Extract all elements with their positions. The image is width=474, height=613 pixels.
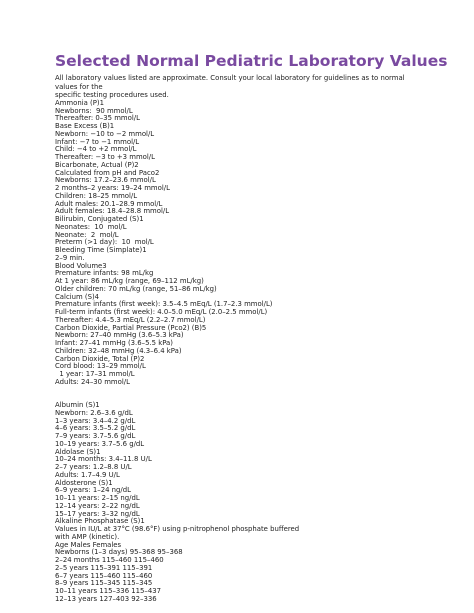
lab-value-line: 7–9 years: 3.7–5.6 g/dL bbox=[55, 432, 136, 441]
lab-value-line: Newborns: 17.2–23.6 mmol/L bbox=[55, 176, 156, 185]
lab-value-line: Child: −4 to +2 mmol/L bbox=[55, 145, 137, 154]
lab-value-line: 6–9 years: 1–24 ng/dL bbox=[55, 486, 131, 495]
lab-value-line: Full-term infants (first week): 4.0–5.0 mEq/L (2.0–2.5 mmol/L) bbox=[55, 308, 268, 317]
lab-value-line: Newborn: −10 to −2 mmol/L bbox=[55, 129, 155, 138]
lab-value-line: 6–7 years 115–460 115–460 bbox=[55, 571, 153, 580]
intro-line: All laboratory values listed are approximate. Consult your local laboratory for guidelines as to normal bbox=[55, 74, 405, 82]
lab-value-line: Adults: 24–30 mmol/L bbox=[55, 377, 130, 386]
lab-value-line: Cord blood: 13–29 mmol/L bbox=[55, 362, 146, 371]
lab-value-line: Carbon Dioxide, Total (P)2 bbox=[55, 354, 145, 363]
intro-paragraph bbox=[55, 74, 425, 100]
lab-value-line: Aldosterone (S)1 bbox=[55, 478, 113, 487]
lab-value-line: Older children: 70 mL/kg (range, 51–86 mL/kg) bbox=[55, 284, 217, 293]
lab-value-line: 2–5 years 115–391 115–391 bbox=[55, 563, 153, 572]
lab-value-line: Carbon Dioxide, Partial Pressure (Pco2) (B)5 bbox=[55, 323, 207, 332]
lab-value-line: Newborn: 27–40 mmHg (3.6–5.3 kPa) bbox=[55, 331, 184, 340]
lab-value-line: Alkaline Phosphatase (S)1 bbox=[55, 517, 145, 526]
lab-value-line: Children: 18–25 mmol/L bbox=[55, 191, 138, 200]
lab-value-line: Calcium (S)4 bbox=[55, 292, 100, 301]
lab-value-line: 15–17 years: 3–32 ng/dL bbox=[55, 509, 140, 518]
lab-values-section-1 bbox=[55, 100, 425, 387]
lab-value-line: Values in IU/L at 37°C (98.6°F) using p-nitrophenol phosphate buffered bbox=[55, 525, 300, 534]
lab-value-line: Neonates: 10 mol/L bbox=[55, 222, 127, 231]
lab-value-line: Thereafter: 4.4–5.3 mEq/L (2.2–2.7 mmol/L) bbox=[55, 315, 206, 324]
lab-value-line: Albumin (S)1 bbox=[55, 401, 100, 410]
lab-value-line: 8–9 years 115–345 115–345 bbox=[55, 579, 153, 588]
lab-value-line: Adult males: 20.1–28.9 mmol/L bbox=[55, 199, 163, 208]
lab-value-line: 2–7 years: 1.2–8.8 U/L bbox=[55, 463, 132, 472]
lab-value-line: Thereafter: −3 to +3 mmol/L bbox=[55, 153, 155, 162]
lab-value-line: Infant: 27–41 mmHg (3.6–5.5 kPa) bbox=[55, 339, 173, 348]
lab-value-line: 2 months–2 years: 19–24 mmol/L bbox=[55, 184, 170, 193]
lab-value-line: Newborns: 90 mmol/L bbox=[55, 106, 133, 115]
lab-value-line: Bilirubin, Conjugated (S)1 bbox=[55, 215, 144, 224]
lab-value-line: 2–9 min. bbox=[55, 253, 85, 262]
lab-value-line: Newborns (1–3 days) 95–368 95–368 bbox=[55, 548, 183, 557]
lab-value-line: Adult females: 18.4–28.8 mmol/L bbox=[55, 207, 170, 216]
section-spacer bbox=[55, 387, 425, 395]
lab-value-line: 12–13 years 127–403 92–336 bbox=[55, 594, 157, 603]
lab-value-line: Calculated from pH and Paco2 bbox=[55, 168, 160, 177]
lab-value-line: Premature infants (first week): 3.5–4.5 mEq/L (1.7–2.3 mmol/L) bbox=[55, 300, 273, 309]
lab-value-line: Children: 32–48 mmHg (4.3–6.4 kPa) bbox=[55, 346, 182, 355]
lab-value-line: Preterm (>1 day): 10 mol/L bbox=[55, 238, 154, 247]
intro-line: specific testing procedures used. bbox=[55, 91, 169, 100]
lab-value-line: 10–24 months: 3.4–11.8 U/L bbox=[55, 455, 152, 464]
lab-value-line: Ammonia (P)1 bbox=[55, 98, 104, 107]
lab-value-line: Adults: 1.7–4.9 U/L bbox=[55, 470, 120, 479]
lab-value-line: 10–11 years 115–336 115–437 bbox=[55, 587, 162, 596]
lab-value-line: Thereafter: 0–35 mmol/L bbox=[55, 114, 140, 123]
lab-value-line: Age Males Females bbox=[55, 540, 122, 549]
lab-value-line: Bleeding Time (Simplate)1 bbox=[55, 246, 147, 255]
lab-value-line: Neonate: 2 mol/L bbox=[55, 230, 119, 239]
lab-value-line: 2–24 months 115–460 115–460 bbox=[55, 556, 164, 565]
lab-value-line: Base Excess (B)1 bbox=[55, 122, 115, 131]
lab-values-section-2 bbox=[55, 402, 425, 604]
lab-value-line: 1 year: 17–31 mmol/L bbox=[55, 370, 135, 379]
lab-value-line: 1–3 years: 3.4–4.2 g/dL bbox=[55, 416, 136, 425]
lab-value-line: with AMP (kinetic). bbox=[55, 532, 120, 541]
intro-line: values for the bbox=[55, 82, 103, 91]
lab-value-line: At 1 year: 86 mL/kg (range, 69–112 mL/kg) bbox=[55, 277, 204, 286]
lab-value-line: Bicarbonate, Actual (P)2 bbox=[55, 160, 139, 169]
document-title: Selected Normal Pediatric Laboratory Values bbox=[55, 52, 448, 70]
lab-value-line: Infant: −7 to −1 mmol/L bbox=[55, 137, 140, 146]
section-spacer bbox=[55, 394, 425, 402]
lab-value-line: Aldolase (S)1 bbox=[55, 447, 101, 456]
lab-value-line: Premature infants: 98 mL/kg bbox=[55, 269, 154, 278]
document-page bbox=[55, 52, 448, 604]
lab-value-line: Newborn: 2.6–3.6 g/dL bbox=[55, 408, 133, 417]
lab-value-line: 12–14 years: 2–22 ng/dL bbox=[55, 501, 140, 510]
lab-value-line: 4–6 years: 3.5–5.2 g/dL bbox=[55, 424, 136, 433]
lab-value-line: 10–11 years: 2–15 ng/dL bbox=[55, 494, 140, 503]
lab-value-line: Blood Volume3 bbox=[55, 261, 107, 270]
lab-value-line: 10–19 years: 3.7–5.6 g/dL bbox=[55, 439, 145, 448]
